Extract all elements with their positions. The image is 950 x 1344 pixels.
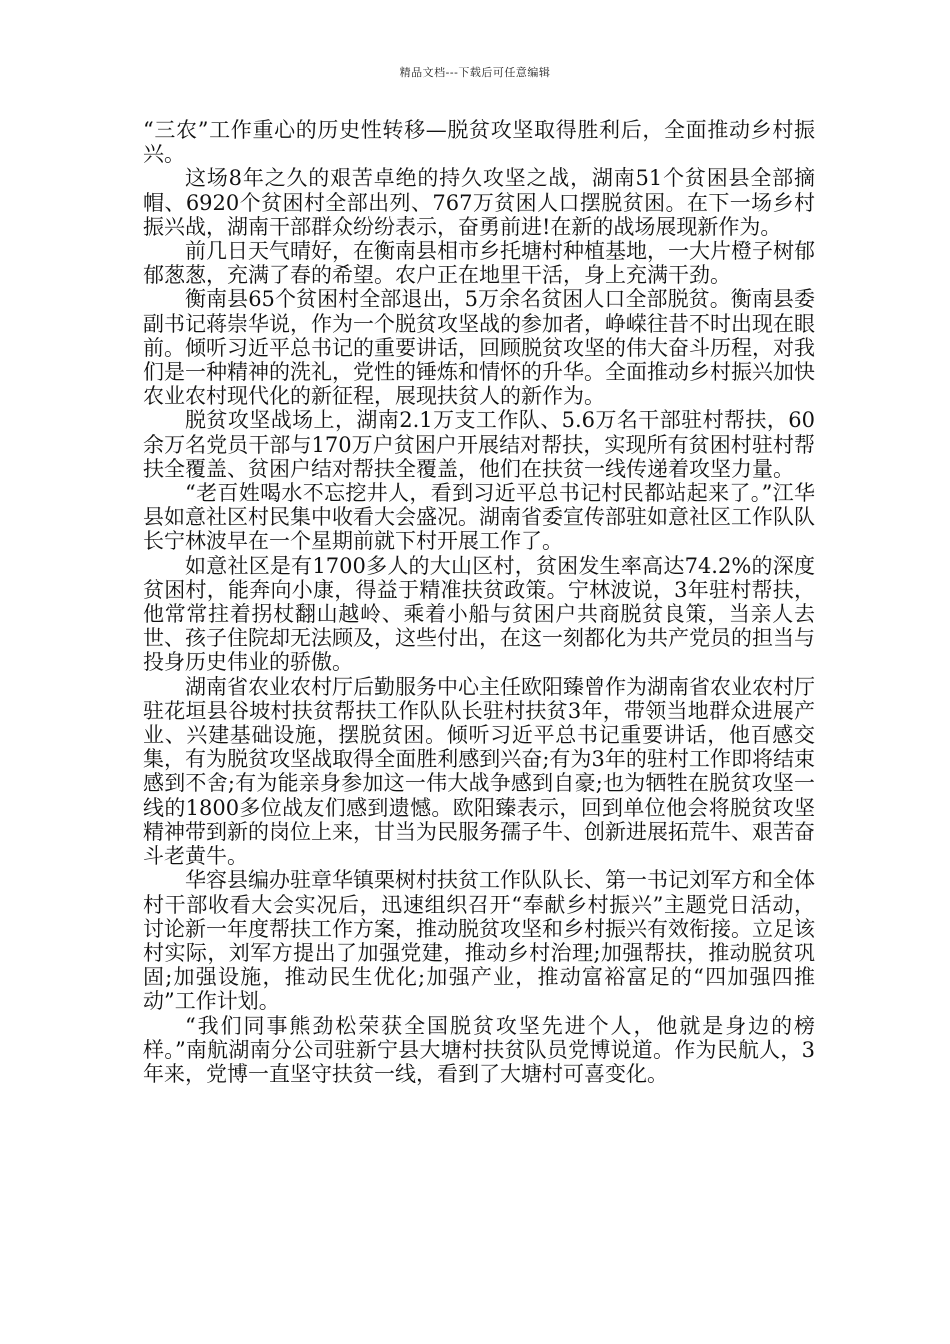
paragraph-3: 前几日天气晴好，在衡南县相市乡托塘村种植基地，一大片橙子树郁郁葱葱，充满了春的希望。农户正在地里干活，身上充满干劲。: [143, 239, 815, 288]
paragraph-5: 脱贫攻坚战场上，湖南2.1万支工作队、5.6万名干部驻村帮扶，60余万名党员干部与170万户贫困户开展结对帮扶，实现所有贫困村驻村帮扶全覆盖、贫困户结对帮扶全覆盖，他们在扶贫一线传递着攻坚力量。: [143, 408, 815, 481]
paragraph-7: 如意社区是有1700多人的大山区村，贫困发生率高达74.2%的深度贫困村，能奔向小康，得益于精准扶贫政策。宁林波说，3年驻村帮扶，他常常拄着拐杖翻山越岭、乘着小船与贫困户共商脱贫良策，当亲人去世、孩子住院却无法顾及，这些付出，在这一刻都化为共产党员的担当与投身历史伟业的骄傲。: [143, 553, 815, 675]
paragraph-8: 湖南省农业农村厅后勤服务中心主任欧阳臻曾作为湖南省农业农村厅驻花垣县谷坡村扶贫帮扶工作队队长驻村扶贫3年，带领当地群众进展产业、兴建基础设施，摆脱贫困。倾听习近平总书记重要讲话，他百感交集，有为脱贫攻坚战取得全面胜利感到兴奋;有为3年的驻村工作即将结束感到不舍;有为能亲身参加这一伟大战争感到自豪;也为牺牲在脱贫攻坚一线的1800多位战友们感到遗憾。欧阳臻表示，回到单位他会将脱贫攻坚精神带到新的岗位上来，甘当为民服务孺子牛、创新进展拓荒牛、艰苦奋斗老黄牛。: [143, 674, 815, 869]
paragraph-2: 这场8年之久的艰苦卓绝的持久攻坚之战，湖南51个贫困县全部摘帽、6920个贫困村全部出列、767万贫困人口摆脱贫困。在下一场乡村振兴战，湖南干部群众纷纷表示，奋勇前进!在新的战场展现新作为。: [143, 166, 815, 239]
page-header: 精品文档---下载后可任意编辑: [399, 66, 551, 79]
paragraph-1: “三农”工作重心的历史性转移—脱贫攻坚取得胜利后，全面推动乡村振兴。: [143, 118, 815, 167]
paragraph-9: 华容县编办驻章华镇栗树村扶贫工作队队长、第一书记刘军方和全体村干部收看大会实况后，迅速组织召开“奉献乡村振兴”主题党日活动，讨论新一年度帮扶工作方案，推动脱贫攻坚和乡村振兴有效衔接。立足该村实际，刘军方提出了加强党建，推动乡村治理;加强帮扶，推动脱贫巩固;加强设施，推动民生优化;加强产业，推动富裕富足的“四加强四推动”工作计划。: [143, 868, 815, 1014]
paragraph-6: “老百姓喝水不忘挖井人，看到习近平总书记村民都站起来了。”江华县如意社区村民集中收看大会盛况。湖南省委宣传部驻如意社区工作队队长宁林波早在一个星期前就下村开展工作了。: [143, 481, 815, 554]
paragraph-10: “我们同事熊劲松荣获全国脱贫攻坚先进个人，他就是身边的榜样。”南航湖南分公司驻新宁县大塘村扶贫队员党博说道。作为民航人，3年来，党博一直坚守扶贫一线，看到了大塘村可喜变化。: [143, 1013, 815, 1086]
article-body: [143, 118, 815, 1086]
paragraph-4: 衡南县65个贫困村全部退出，5万余名贫困人口全部脱贫。衡南县委副书记蒋崇华说，作为一个脱贫攻坚战的参加者，峥嵘往昔不时出现在眼前。倾听习近平总书记的重要讲话，回顾脱贫攻坚的伟大奋斗历程，对我们是一种精神的洗礼，党性的锤炼和情怀的升华。全面推动乡村振兴加快农业农村现代化的新征程，展现扶贫人的新作为。: [143, 287, 815, 409]
